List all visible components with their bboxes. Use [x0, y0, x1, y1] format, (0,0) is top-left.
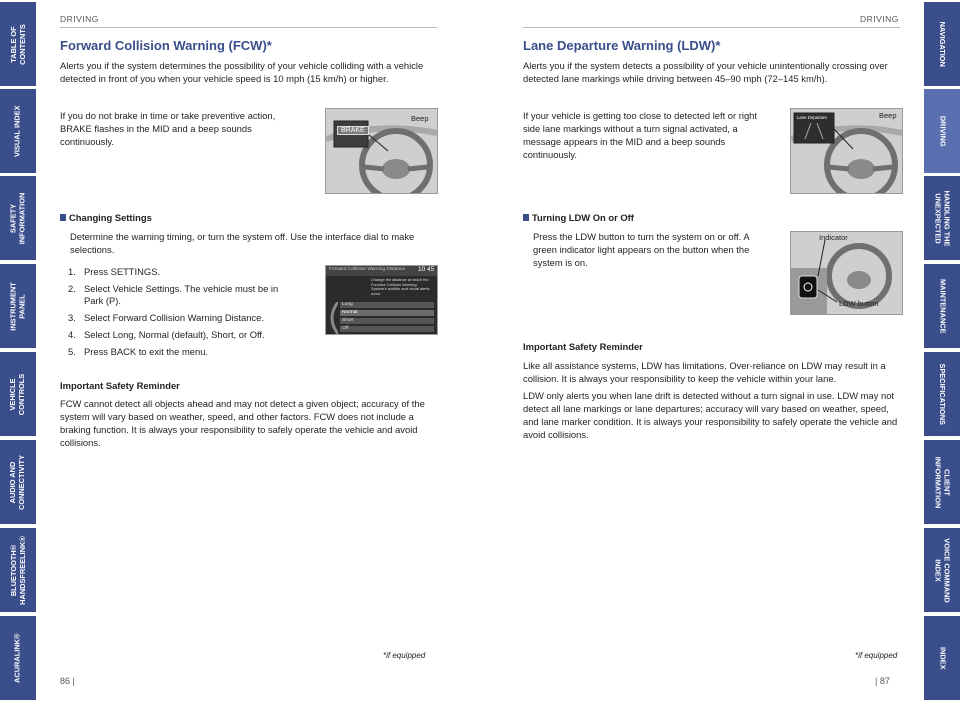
steering-wheel-illustration	[791, 109, 902, 193]
ldw-button-label: LDW button	[839, 299, 879, 308]
screen-description: Change the distance at which the Forward Collision Warning System's audible and visual alerts occur.	[371, 277, 430, 296]
tab-audio-and-connectivity[interactable]: AUDIO AND CONNECTIVITY	[0, 440, 36, 524]
tab-acuralink[interactable]: ACURALINK®	[0, 616, 36, 700]
tab-navigation[interactable]: NAVIGATION	[924, 2, 960, 86]
brake-indicator-label: BRAKE	[337, 126, 369, 135]
screen-time: 10 45	[418, 266, 435, 273]
turning-ldw-text: Press the LDW button to turn the system on or off. A green indicator light appears on the button when the system is on.	[533, 231, 750, 268]
right-footnote: *if equipped	[855, 651, 898, 660]
screen-option-normal[interactable]: Normal	[340, 310, 434, 316]
list-item: 5. Press BACK to exit the menu.	[68, 346, 209, 357]
turning-ldw-heading: Turning LDW On or Off	[523, 212, 634, 223]
list-item: 3. Select Forward Collision Warning Distance.	[68, 312, 264, 323]
fcw-intro: Alerts you if the system determines the possibility of your vehicle colliding with a vehicle detected in front of you when your vehicle speed is 10 mph (15 km/h) or higher.	[60, 60, 424, 84]
ldw-dashboard-figure	[790, 108, 903, 194]
tab-table-of-contents[interactable]: TABLE OF CONTENTS	[0, 2, 36, 86]
left-header-rule	[60, 27, 437, 28]
ldw-close-text: If your vehicle is getting too close to detected left or right side lane markings without a turn signal activated, a message appears in the MID and a beep sounds continuously.	[523, 110, 757, 160]
tab-instrument-panel[interactable]: INSTRUMENT PANEL	[0, 264, 36, 348]
list-item: 1. Press SETTINGS.	[68, 266, 161, 277]
tab-bluetooth-handsfreelink[interactable]: BLUETOOTH® HANDSFREELINK®	[0, 528, 36, 612]
changing-settings-text: Determine the warning timing, or turn the system off. Use the interface dial to make selections.	[70, 231, 415, 255]
fcw-title: Forward Collision Warning (FCW)*	[60, 38, 272, 53]
screen-title: Forward Collision Warning Distance	[329, 267, 406, 272]
left-running-head: DRIVING	[60, 14, 99, 24]
dial-arc-icon	[326, 302, 338, 334]
settings-steps-list	[60, 266, 300, 363]
tab-safety-information[interactable]: SAFETY INFORMATION	[0, 176, 36, 260]
fcw-safety-heading: Important Safety Reminder	[60, 380, 180, 391]
left-page-number: 86 |	[60, 676, 75, 686]
fcw-safety-text: FCW cannot detect all objects ahead and may not detect a given object; accuracy of the system will vary based on weather, speed, and other factors. FCW does not include a braking function. It is always your responsibility to safely operate the vehicle and avoid collisions.	[60, 398, 425, 448]
tab-driving[interactable]: DRIVING	[924, 89, 960, 173]
ldw-title: Lane Departure Warning (LDW)*	[523, 38, 721, 53]
fcw-dashboard-figure	[325, 108, 438, 194]
right-header-rule	[523, 27, 900, 28]
screen-option-short[interactable]: Short	[340, 318, 434, 324]
beep-label: Beep	[879, 111, 897, 120]
tab-vehicle-controls[interactable]: VEHICLE CONTROLS	[0, 352, 36, 436]
ldw-intro: Alerts you if the system detects a possibility of your vehicle unintentionally crossing over detected lane markings while driving between 45–90 mph (72–145 km/h).	[523, 60, 888, 84]
tab-maintenance[interactable]: MAINTENANCE	[924, 264, 960, 348]
ldw-safety-text-1: Like all assistance systems, LDW has limitations. Over-reliance on LDW may result in a collision. It is always your responsibility to keep the vehicle within your lane.	[523, 360, 886, 384]
list-item: 2. Select Vehicle Settings. The vehicle must be in Park (P).	[68, 283, 279, 306]
right-page-number: | 87	[875, 676, 890, 686]
tab-voice-command-index[interactable]: VOICE COMMAND INDEX	[924, 528, 960, 612]
changing-settings-heading: Changing Settings	[60, 212, 152, 223]
tab-client-information[interactable]: CLIENT INFORMATION	[924, 440, 960, 524]
right-chapter-tabs	[924, 0, 960, 703]
settings-screen-figure	[325, 265, 438, 335]
heading-square-icon	[523, 214, 529, 221]
fcw-brake-text: If you do not brake in time or take preventive action, BRAKE flashes in the MID and a beep sounds continuously.	[60, 110, 276, 147]
indicator-label: Indicator	[819, 233, 848, 242]
tab-visual-index[interactable]: VISUAL INDEX	[0, 89, 36, 173]
right-running-head: DRIVING	[860, 14, 899, 24]
screen-option-long[interactable]: Long	[340, 302, 434, 308]
beep-label: Beep	[411, 114, 429, 123]
ldw-safety-text-2: LDW only alerts you when lane drift is detected without a turn signal in use. LDW may not detect all lane markings or lane departures; accuracy will vary based on weather, speed, and lane marker condition. It is always your responsibility to safely operate the vehicle and avoid collisions.	[523, 390, 898, 440]
list-item: 4. Select Long, Normal (default), Short, or Off.	[68, 329, 265, 340]
lane-departure-label: Lane Departure	[797, 115, 827, 120]
left-chapter-tabs	[0, 0, 36, 703]
ldw-button-figure	[790, 231, 903, 315]
tab-handling-the-unexpected[interactable]: HANDLING THE UNEXPECTED	[924, 176, 960, 260]
tab-specifications[interactable]: SPECIFICATIONS	[924, 352, 960, 436]
left-footnote: *if equipped	[383, 651, 426, 660]
tab-index[interactable]: INDEX	[924, 616, 960, 700]
heading-square-icon	[60, 214, 66, 221]
ldw-safety-heading: Important Safety Reminder	[523, 341, 643, 352]
screen-option-off[interactable]: Off	[340, 326, 434, 332]
